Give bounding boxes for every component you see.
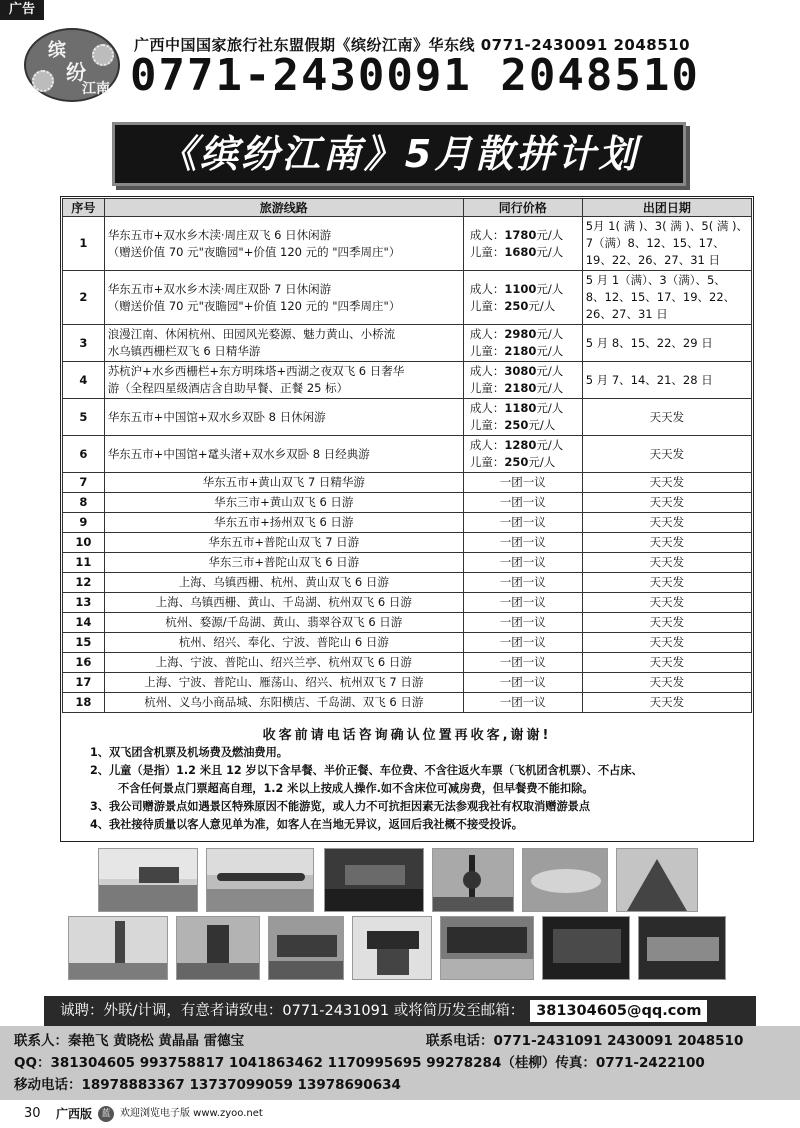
recruit-email-link[interactable]: 381304605@qq.com — [530, 1000, 707, 1022]
contact-qq: QQ：381304605 993758817 1041863462 1170995695 99278284（桂柳）传真：0771-2422100 — [14, 1055, 705, 1071]
date-cell — [582, 473, 751, 493]
table-row — [63, 436, 752, 473]
row-number: 6 — [63, 436, 105, 473]
date-line: 19、22、26、27、31 日 — [585, 253, 721, 267]
table-row — [63, 533, 752, 553]
date-cell — [582, 633, 751, 653]
price-unit: 元/人 — [536, 401, 564, 415]
date-line: 5月 1( 满 )、3( 满 )、5( 满 )、 — [585, 219, 748, 233]
table-row — [63, 473, 752, 493]
price-label: 成人： — [469, 327, 505, 341]
table-row — [63, 553, 752, 573]
route-line: 水乌镇西栅栏双飞 6 日精华游 — [107, 344, 261, 358]
date-line: 天天发 — [649, 695, 685, 709]
route-line: 华东五市+中国馆+鼋头渚+双水乡双卧 8 日经典游 — [107, 446, 370, 461]
price-label: 成人： — [469, 281, 505, 296]
price-cell — [463, 399, 582, 436]
price-cell: 一团一议 — [463, 573, 582, 593]
date-cell — [582, 613, 751, 633]
date-cell — [582, 693, 751, 713]
date-line: 8、12、15、17、19、22、 — [585, 290, 736, 304]
route-cell — [104, 613, 463, 633]
price-value: 2180 — [504, 381, 537, 395]
price-label: 成人： — [469, 438, 505, 452]
row-number: 16 — [63, 653, 105, 673]
price-cell: 一团一议 — [463, 513, 582, 533]
note-item: 3、我公司赠游景点如遇景区特殊原因不能游览，或人力不可抗拒因素无法参观我社有权取消赠游景点 — [90, 800, 591, 813]
date-line: 26、27、31 日 — [585, 307, 668, 321]
route-cell — [104, 513, 463, 533]
price-line — [470, 227, 579, 244]
row-number: 10 — [63, 533, 105, 553]
price-value: 2180 — [504, 344, 537, 358]
scenery-photo — [206, 848, 314, 912]
price-value: 250 — [504, 298, 529, 313]
price-unit: 元/人 — [536, 381, 564, 395]
price-line — [470, 454, 579, 471]
row-number: 15 — [63, 633, 105, 653]
scenery-photo — [638, 916, 726, 980]
route-line: 华东五市+双水乡木渎·周庄双卧 7 日休闲游 — [107, 281, 332, 296]
price-label: 儿童： — [469, 298, 505, 313]
header-no: 序号 — [63, 199, 105, 217]
contact-people: 联系人：秦艳飞 黄晓松 黄晶晶 雷德宝 — [14, 1033, 245, 1049]
date-line: 7（满）8、12、15、17、 — [585, 236, 725, 250]
price-cell — [463, 362, 582, 399]
date-line: 天天发 — [649, 446, 685, 461]
scenery-photo — [268, 916, 344, 980]
price-line — [470, 298, 579, 315]
price-unit: 元/人 — [536, 344, 564, 358]
route-line: （赠送价值 70 元"夜瞻园"+价值 120 元的 "四季周庄"） — [107, 244, 401, 259]
table-row — [63, 271, 752, 325]
date-line: 天天发 — [649, 495, 685, 509]
header-date: 出团日期 — [582, 199, 751, 217]
table-row — [63, 513, 752, 533]
row-number: 14 — [63, 613, 105, 633]
row-number: 13 — [63, 593, 105, 613]
price-unit: 元/人 — [528, 298, 556, 313]
route-cell — [104, 217, 463, 271]
date-cell — [582, 533, 751, 553]
route-line: 华东三市+普陀山双飞 6 日游 — [208, 555, 360, 569]
price-cell: 一团一议 — [463, 493, 582, 513]
agency-logo — [24, 28, 120, 102]
recruit-bar — [44, 996, 756, 1026]
price-cell: 一团一议 — [463, 613, 582, 633]
note-item: 不含任何景点门票超高自理，1.2 米以上按成人操作.如不含床位可减房费，但早餐费不能扣除。 — [118, 782, 594, 795]
table-row — [63, 593, 752, 613]
price-label: 成人： — [469, 227, 505, 242]
price-label: 儿童： — [469, 418, 505, 432]
price-value: 1680 — [504, 244, 537, 259]
price-cell: 一团一议 — [463, 533, 582, 553]
date-line: 天天发 — [649, 655, 685, 669]
price-cell — [463, 271, 582, 325]
table-row — [63, 362, 752, 399]
route-line: 上海、乌镇西栅、杭州、黄山双飞 6 日游 — [178, 575, 389, 589]
price-unit: 元/人 — [528, 418, 556, 432]
price-value: 1180 — [504, 401, 537, 415]
row-number: 1 — [63, 217, 105, 271]
route-line: 华东五市+普陀山双飞 7 日游 — [208, 535, 360, 549]
scenery-photo — [440, 916, 534, 980]
route-line: 华东五市+双水乡木渎·周庄双飞 6 日休闲游 — [107, 227, 332, 242]
row-number: 5 — [63, 399, 105, 436]
ad-label: 广告 — [0, 0, 44, 20]
table-row — [63, 653, 752, 673]
route-line: 杭州、婺源/千岛湖、黄山、翡翠谷双飞 6 日游 — [165, 615, 403, 629]
row-number: 18 — [63, 693, 105, 713]
header-route: 旅游线路 — [104, 199, 463, 217]
date-line: 天天发 — [649, 535, 685, 549]
site-link[interactable]: 欢迎浏览电子版 www.zyoo.net — [120, 1108, 263, 1119]
route-line: 华东三市+黄山双飞 6 日游 — [214, 495, 354, 509]
price-unit: 元/人 — [536, 438, 564, 452]
logo-char: 缤 — [48, 40, 66, 61]
price-line — [470, 437, 579, 454]
price-value: 250 — [504, 418, 529, 432]
contact-mobile: 移动电话：18978883367 13737099059 13978690634 — [14, 1077, 401, 1093]
price-value: 1780 — [504, 227, 537, 242]
table-row — [63, 673, 752, 693]
table-row — [63, 325, 752, 362]
header-price: 同行价格 — [463, 199, 582, 217]
date-line: 天天发 — [649, 675, 685, 689]
route-cell — [104, 436, 463, 473]
table-row — [63, 693, 752, 713]
price-cell: 一团一议 — [463, 473, 582, 493]
route-cell — [104, 473, 463, 493]
date-cell — [582, 362, 751, 399]
route-cell — [104, 362, 463, 399]
date-line: 天天发 — [649, 555, 685, 569]
row-number: 4 — [63, 362, 105, 399]
date-line: 天天发 — [649, 595, 685, 609]
route-cell — [104, 553, 463, 573]
price-cell: 一团一议 — [463, 593, 582, 613]
date-cell — [582, 493, 751, 513]
notice-title: 收客前请电话咨询确认位置再收客,谢谢! — [262, 728, 552, 743]
scenery-photo — [616, 848, 698, 912]
photo-strip — [62, 842, 752, 982]
price-cell: 一团一议 — [463, 653, 582, 673]
route-cell — [104, 399, 463, 436]
date-cell — [582, 271, 751, 325]
price-cell — [463, 325, 582, 362]
date-line: 5 月 8、15、22、29 日 — [585, 335, 713, 350]
date-line: 天天发 — [649, 635, 685, 649]
price-line — [470, 281, 579, 298]
route-cell — [104, 533, 463, 553]
logo-char: 江南 — [82, 81, 110, 97]
logo-char: 纷 — [66, 60, 86, 84]
route-line: 游（全程四星级酒店含自助早餐、正餐 25 标） — [107, 381, 349, 395]
route-cell — [104, 573, 463, 593]
table-row — [63, 573, 752, 593]
route-line: 上海、宁波、普陀山、绍兴兰亭、杭州双飞 6 日游 — [155, 655, 412, 669]
date-cell — [582, 436, 751, 473]
flower-icon — [32, 70, 54, 92]
date-cell — [582, 673, 751, 693]
row-number: 3 — [63, 325, 105, 362]
header-line: 广西中国国家旅行社东盟假期《缤纷江南》华东线 0771-2430091 2048510 — [134, 36, 691, 54]
scenery-photo — [324, 848, 424, 912]
price-cell — [463, 217, 582, 271]
price-value: 1100 — [504, 281, 537, 296]
route-line: 浪漫江南、休闲杭州、田园风光婺源、魅力黄山、小桥流 — [107, 327, 396, 341]
notes — [90, 744, 746, 834]
price-unit: 元/人 — [536, 227, 564, 242]
route-cell — [104, 593, 463, 613]
price-value: 250 — [504, 455, 529, 469]
route-table-body — [63, 217, 752, 713]
header-phones: 0771-2430091 2048510 — [130, 50, 700, 101]
note-item: 4、我社接待质量以客人意见单为准，如客人在当地无异议，返回后我社概不接受投诉。 — [90, 818, 523, 831]
route-line: 上海、宁波、普陀山、雁荡山、绍兴、杭州双飞 7 日游 — [144, 675, 424, 689]
price-label: 成人： — [469, 401, 505, 415]
row-number: 2 — [63, 271, 105, 325]
table-row — [63, 399, 752, 436]
table-row — [63, 493, 752, 513]
price-unit: 元/人 — [536, 364, 564, 378]
route-table — [62, 198, 752, 713]
route-line: 杭州、义乌小商品城、东阳横店、千岛湖、双飞 6 日游 — [144, 695, 424, 709]
date-line: 天天发 — [649, 515, 685, 529]
price-unit: 元/人 — [536, 327, 564, 341]
note-item: 1、双飞团含机票及机场费及燃油费用。 — [90, 746, 288, 759]
row-number: 9 — [63, 513, 105, 533]
date-line: 天天发 — [649, 615, 685, 629]
price-label: 儿童： — [469, 344, 505, 358]
route-line: 华东五市+中国馆+双水乡双卧 8 日休闲游 — [107, 409, 326, 424]
date-cell — [582, 325, 751, 362]
page-title: 《缤纷江南》5月散拼计划 — [112, 122, 686, 186]
recruit-text: 诚聘：外联/计调，有意者请致电：0771-2431091 或将简历发至邮箱： — [60, 1003, 525, 1019]
table-row — [63, 613, 752, 633]
price-value: 1280 — [504, 438, 537, 452]
price-line — [470, 363, 579, 380]
scenery-photo — [98, 848, 198, 912]
route-line: 华东五市+扬州双飞 6 日游 — [214, 515, 354, 529]
row-number: 12 — [63, 573, 105, 593]
price-line — [470, 417, 579, 434]
price-unit: 元/人 — [536, 244, 564, 259]
route-line: 华东五市+黄山双飞 7 日精华游 — [202, 475, 365, 489]
date-cell — [582, 399, 751, 436]
note-item: 2、儿童（是指）1.2 米且 12 岁以下含早餐、半价正餐、车位费、不含往返火车票（飞机团含机票）、不占床、 — [90, 764, 643, 777]
edition-badge-icon: 蓝 — [98, 1106, 114, 1122]
date-line: 天天发 — [649, 409, 685, 424]
contact-panel — [0, 1026, 800, 1100]
row-number: 11 — [63, 553, 105, 573]
route-line: 上海、乌镇西栅、黄山、千岛湖、杭州双飞 6 日游 — [155, 595, 412, 609]
row-number: 7 — [63, 473, 105, 493]
price-label: 儿童： — [469, 381, 505, 395]
price-value: 2980 — [504, 327, 537, 341]
price-unit: 元/人 — [528, 455, 556, 469]
route-cell — [104, 693, 463, 713]
table-header-row — [63, 199, 752, 217]
flower-icon — [92, 44, 114, 66]
price-line — [470, 380, 579, 397]
table-row — [63, 217, 752, 271]
scenery-photo — [542, 916, 630, 980]
route-cell — [104, 325, 463, 362]
route-cell — [104, 633, 463, 653]
route-line: 苏杭沪+水乡西栅栏+东方明珠塔+西湖之夜双飞 6 日奢华 — [107, 364, 405, 378]
route-line: 杭州、绍兴、奉化、宁波、普陀山 6 日游 — [178, 635, 389, 649]
page-number: 30 — [24, 1106, 41, 1121]
price-cell: 一团一议 — [463, 693, 582, 713]
scenery-photo — [522, 848, 608, 912]
date-cell — [582, 553, 751, 573]
price-line — [470, 343, 579, 360]
price-line — [470, 400, 579, 417]
date-line: 天天发 — [649, 575, 685, 589]
date-cell — [582, 513, 751, 533]
price-unit: 元/人 — [536, 281, 564, 296]
row-number: 8 — [63, 493, 105, 513]
scenery-photo — [352, 916, 432, 980]
date-cell — [582, 593, 751, 613]
price-label: 成人： — [469, 364, 505, 378]
price-cell: 一团一议 — [463, 633, 582, 653]
contact-phone: 联系电话：0771-2431091 2430091 2048510 — [426, 1033, 744, 1049]
edition-label: 广西版 — [56, 1107, 93, 1121]
price-cell — [463, 436, 582, 473]
date-line: 5 月 7、14、21、28 日 — [585, 372, 713, 387]
date-line: 5 月 1（满）、3（满）、5、 — [585, 273, 726, 287]
scenery-photo — [68, 916, 168, 980]
route-cell — [104, 673, 463, 693]
row-number: 17 — [63, 673, 105, 693]
price-value: 3080 — [504, 364, 537, 378]
page-footer — [0, 1100, 800, 1128]
route-line: （赠送价值 70 元"夜瞻园"+价值 120 元的 "四季周庄"） — [107, 298, 401, 313]
scenery-photo — [432, 848, 514, 912]
scenery-photo — [176, 916, 260, 980]
date-line: 天天发 — [649, 475, 685, 489]
price-label: 儿童： — [469, 455, 505, 469]
price-cell: 一团一议 — [463, 553, 582, 573]
price-cell: 一团一议 — [463, 673, 582, 693]
price-line — [470, 326, 579, 343]
route-cell — [104, 271, 463, 325]
price-line — [470, 244, 579, 261]
table-row — [63, 633, 752, 653]
date-cell — [582, 217, 751, 271]
price-label: 儿童： — [469, 244, 505, 259]
route-cell — [104, 653, 463, 673]
route-cell — [104, 493, 463, 513]
date-cell — [582, 573, 751, 593]
date-cell — [582, 653, 751, 673]
